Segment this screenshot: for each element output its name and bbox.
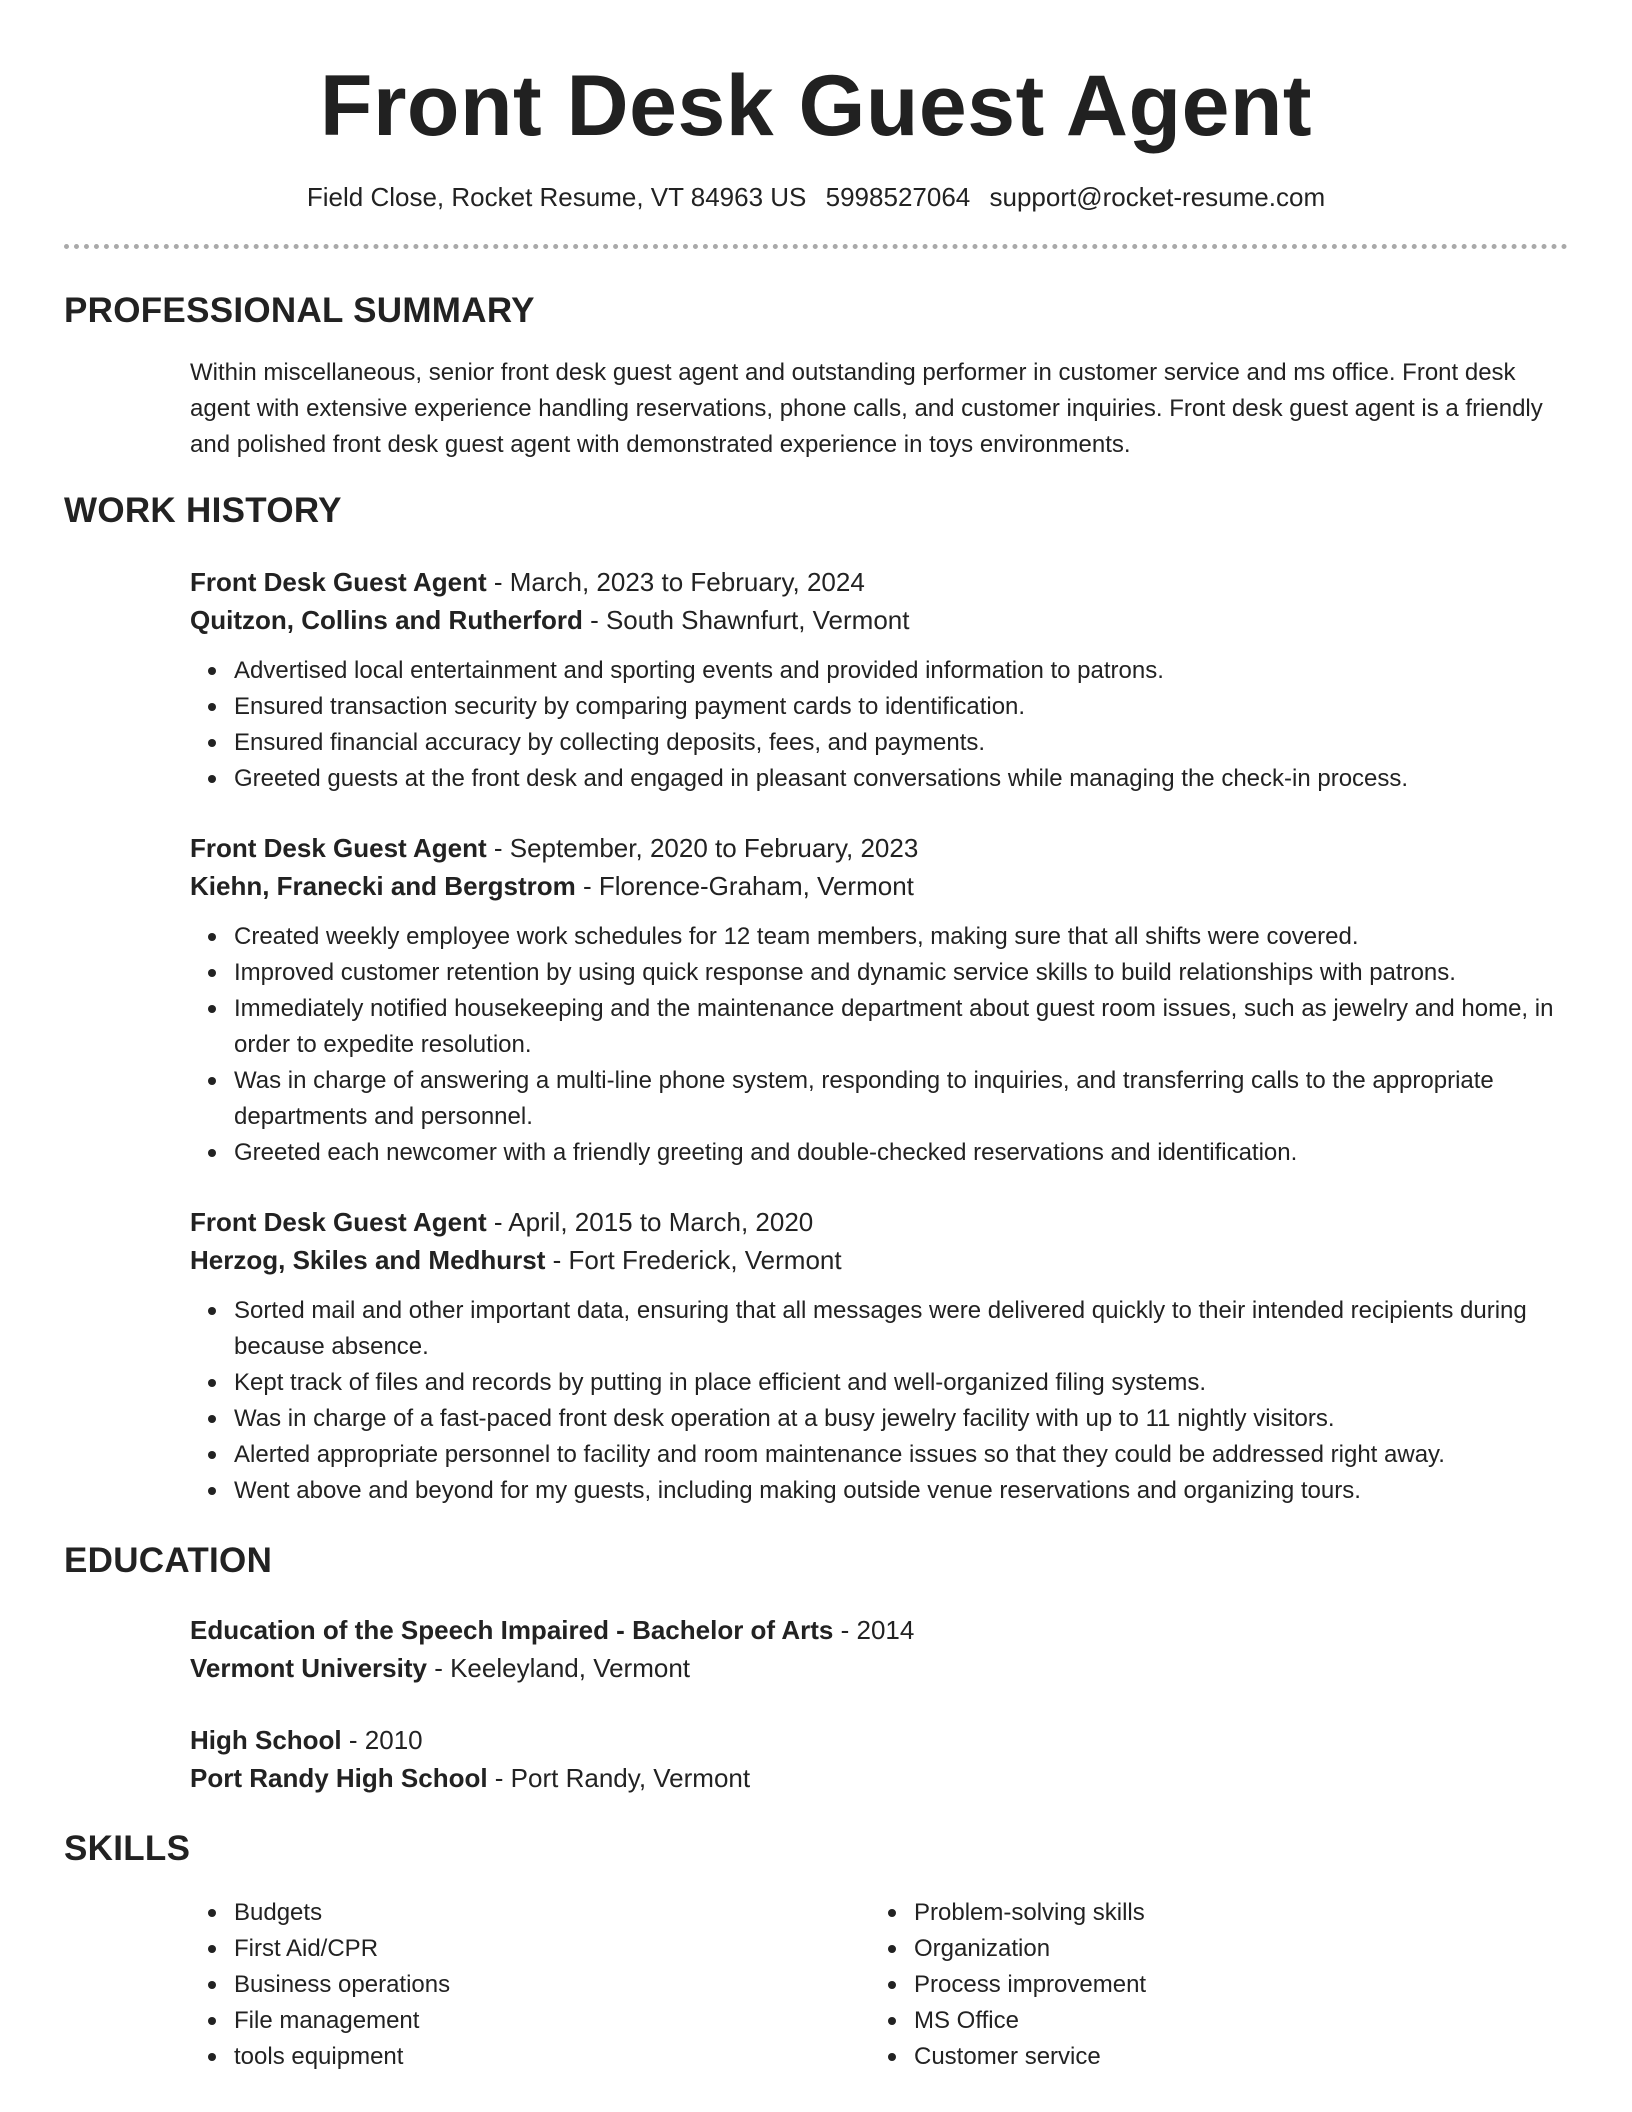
job-role: Front Desk Guest Agent	[190, 833, 487, 863]
contact-email: support@rocket-resume.com	[989, 182, 1326, 212]
job-bullet: Ensured transaction security by comparing payment cards to identification.	[234, 689, 1568, 725]
job-dates: - April, 2015 to March, 2020	[486, 1207, 814, 1237]
job-bullet: Was in charge of a fast-paced front desk operation at a busy jewelry facility with up to 11 nightly visitors.	[234, 1401, 1568, 1437]
job-bullet: Greeted guests at the front desk and engaged in pleasant conversations while managing the check-in process.	[234, 761, 1568, 797]
job-role: Front Desk Guest Agent	[190, 1207, 487, 1237]
education-school: Port Randy High School	[190, 1763, 488, 1793]
education-year: - 2014	[833, 1615, 915, 1645]
education-location: - Port Randy, Vermont	[487, 1763, 751, 1793]
job-bullet: Advertised local entertainment and sporting events and provided information to patrons.	[234, 653, 1568, 689]
education-school-line	[190, 1759, 1568, 1797]
skill-item: Business operations	[234, 1967, 870, 2003]
work-history-section	[64, 489, 1568, 1509]
job-company-line	[190, 867, 1568, 905]
job-bullet: Ensured financial accuracy by collecting deposits, fees, and payments.	[234, 725, 1568, 761]
job-dates: - March, 2023 to February, 2024	[486, 567, 865, 597]
education-degree-line	[190, 1721, 1568, 1759]
education-section	[64, 1539, 1568, 1797]
skill-item: Process improvement	[914, 1967, 1550, 2003]
job-bullet: Went above and beyond for my guests, including making outside venue reservations and organizing tours.	[234, 1473, 1568, 1509]
education-school-line	[190, 1649, 1568, 1687]
skill-item: tools equipment	[234, 2039, 870, 2075]
job-bullet: Created weekly employee work schedules for 12 team members, making sure that all shifts were covered.	[234, 919, 1568, 955]
skills-column-right	[870, 1895, 1550, 2075]
job-title-line	[190, 829, 1568, 867]
job-title-line	[190, 563, 1568, 601]
education-location: - Keeleyland, Vermont	[426, 1653, 691, 1683]
education-school: Vermont University	[190, 1653, 427, 1683]
job-bullet: Sorted mail and other important data, ensuring that all messages were delivered quickly to their intended recipients during because absence.	[234, 1293, 1568, 1365]
section-title-education: EDUCATION	[64, 1541, 273, 1580]
header-divider	[64, 244, 1568, 249]
job-bullet: Alerted appropriate personnel to facility and room maintenance issues so that they could be addressed right away.	[234, 1437, 1568, 1473]
job-company-line	[190, 1241, 1568, 1279]
job-title-line	[190, 1203, 1568, 1241]
summary-section	[64, 289, 1568, 463]
job-bullet: Improved customer retention by using quick response and dynamic service skills to build relationships with patrons.	[234, 955, 1568, 991]
skill-item: First Aid/CPR	[234, 1931, 870, 1967]
contact-address: Field Close, Rocket Resume, VT 84963 US	[306, 182, 807, 212]
section-title-summary: PROFESSIONAL SUMMARY	[64, 291, 535, 330]
job-bullets	[190, 919, 1568, 1171]
education-degree-line	[190, 1611, 1568, 1649]
education-year: - 2010	[341, 1725, 423, 1755]
job-entry	[190, 829, 1568, 1171]
skill-item: Budgets	[234, 1895, 870, 1931]
job-bullet: Greeted each newcomer with a friendly greeting and double-checked reservations and identification.	[234, 1135, 1568, 1171]
skill-item: Customer service	[914, 2039, 1550, 2075]
job-location: - Florence-Graham, Vermont	[575, 871, 914, 901]
section-title-skills: SKILLS	[64, 1829, 191, 1868]
resume-page	[64, 0, 1568, 2075]
summary-text: Within miscellaneous, senior front desk guest agent and outstanding performer in customer service and ms office. Front desk agent with extensive experience handling reservations, phone calls, and customer inquiries. Front desk guest agent is a friendly and polished front desk guest agent with demonstrated experience in toys environments.	[190, 359, 1543, 458]
job-role: Front Desk Guest Agent	[190, 567, 487, 597]
resume-name: Front Desk Guest Agent	[319, 58, 1313, 154]
education-degree: High School	[190, 1725, 342, 1755]
education-entry	[190, 1611, 1568, 1687]
skill-item: Problem-solving skills	[914, 1895, 1550, 1931]
skills-grid	[190, 1895, 1568, 2075]
job-bullet: Was in charge of answering a multi-line phone system, responding to inquiries, and transferring calls to the appropriate departments and personnel.	[234, 1063, 1568, 1135]
job-dates: - September, 2020 to February, 2023	[486, 833, 919, 863]
section-title-work-history: WORK HISTORY	[64, 491, 342, 530]
contact-line	[64, 180, 1568, 214]
job-bullets	[190, 653, 1568, 797]
skill-item: Organization	[914, 1931, 1550, 1967]
skill-item: File management	[234, 2003, 870, 2039]
job-company: Kiehn, Franecki and Bergstrom	[190, 871, 576, 901]
job-entry	[190, 1203, 1568, 1509]
education-entry	[190, 1721, 1568, 1797]
job-company: Quitzon, Collins and Rutherford	[190, 605, 583, 635]
education-degree: Education of the Speech Impaired - Bachelor of Arts	[190, 1615, 834, 1645]
contact-phone: 5998527064	[825, 182, 971, 212]
job-company: Herzog, Skiles and Medhurst	[190, 1245, 546, 1275]
job-entry	[190, 563, 1568, 797]
job-company-line	[190, 601, 1568, 639]
job-location: - South Shawnfurt, Vermont	[582, 605, 910, 635]
skills-column-left	[190, 1895, 870, 2075]
job-bullet: Immediately notified housekeeping and the maintenance department about guest room issues, such as jewelry and home, in order to expedite resolution.	[234, 991, 1568, 1063]
job-bullet: Kept track of files and records by putting in place efficient and well-organized filing systems.	[234, 1365, 1568, 1401]
skill-item: MS Office	[914, 2003, 1550, 2039]
job-bullets	[190, 1293, 1568, 1509]
job-location: - Fort Frederick, Vermont	[545, 1245, 842, 1275]
skills-section	[64, 1827, 1568, 2075]
